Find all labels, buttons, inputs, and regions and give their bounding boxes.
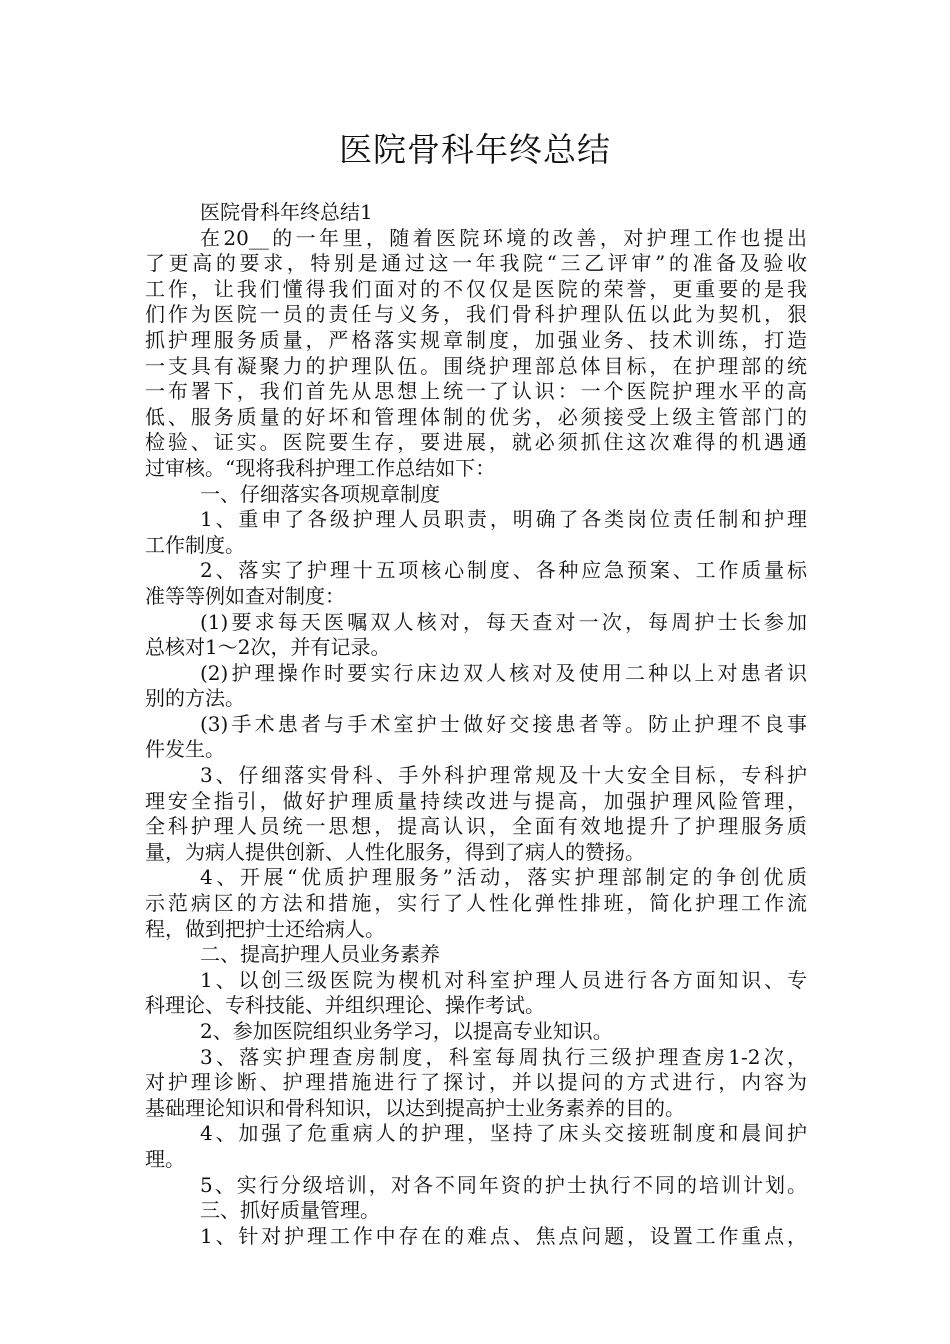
text-line: 科理论、专科技能、并组织理论、操作考试。 [145,993,545,1018]
text-line: 别的方法。 [145,686,245,711]
text-line: (3)手术患者与手术室护士做好交接患者等。防止护理不良事 [200,711,807,736]
text-line: 工作制度。 [145,532,245,557]
text-line: 量，为病人提供创新、人性化服务，得到了病人的赞扬。 [145,839,645,864]
text-line: 4、开展“优质护理服务”活动，落实护理部制定的争创优质 [200,865,807,890]
text-line: 二、提高护理人员业务素养 [200,942,440,967]
text-line: 过审核。“现将我科护理工作总结如下： [145,455,496,480]
text-line: 一、仔细落实各项规章制度 [200,481,440,506]
text-line: 2、落实了护理十五项核心制度、各种应急预案、工作质量标 [200,558,807,583]
text-line: 工作，让我们懂得我们面对的不仅仅是医院的荣誉，更重要的是我 [145,276,807,301]
text-line: 低、服务质量的好坏和管理体制的优劣，必须接受上级主管部门的 [145,404,807,429]
text-line: 1、针对护理工作中存在的难点、焦点问题，设置工作重点， [200,1223,807,1248]
text-line: 三、抓好质量管理。 [200,1198,380,1223]
text-line: (1)要求每天医嘱双人核对，每天查对一次，每周护士长参加 [200,609,807,634]
text-line: 1、以创三级医院为楔机对科室护理人员进行各方面知识、专 [200,967,807,992]
text-line: 检验、证实。医院要生存，要进展，就必须抓住这次难得的机遇通 [145,430,807,455]
text-line: 4、加强了危重病人的护理，坚持了床头交接班制度和晨间护 [200,1121,807,1146]
text-line: 抓护理服务质量，严格落实规章制度，加强业务、技术训练，打造 [145,327,807,352]
text-line: 1、重申了各级护理人员职责，明确了各类岗位责任制和护理 [200,507,807,532]
text-line: 们作为医院一员的责任与义务，我们骨科护理队伍以此为契机，狠 [145,302,807,327]
document-title: 医院骨科年终总结 [339,130,611,169]
text-line: 理安全指引，做好护理质量持续改进与提高，加强护理风险管理， [145,788,807,813]
text-line: 一布署下，我们首先从思想上统一了认识：一个医院护理水平的高 [145,379,807,404]
text-line: 5、实行分级培训，对各不同年资的护士执行不同的培训计划。 [200,1172,807,1197]
text-line: (2)护理操作时要实行床边双人核对及使用二种以上对患者识 [200,660,807,685]
document-body [145,200,807,1249]
text-line: 件发生。 [145,737,225,762]
text-line: 示范病区的方法和措施，实行了人性化弹性排班，简化护理工作流 [145,891,807,916]
text-line: 基础理论知识和骨科知识，以达到提高护士业务素养的目的。 [145,1095,685,1120]
text-line: 总核对1～2次，并有记录。 [145,635,391,660]
text-line: 对护理诊断、护理措施进行了探讨，并以提问的方式进行，内容为 [145,1070,807,1095]
text-line: 理。 [145,1146,185,1171]
text-line: 2、参加医院组织业务学习，以提高专业知识。 [200,1019,613,1043]
text-line: 全科护理人员统一思想，提高认识，全面有效地提升了护理服务质 [145,814,807,839]
text-line: 3、落实护理查房制度，科室每周执行三级护理查房1-2次， [200,1044,807,1069]
text-line: 在20__的一年里，随着医院环境的改善，对护理工作也提出 [200,225,807,250]
text-line: 一支具有凝聚力的护理队伍。围绕护理部总体目标，在护理部的统 [145,353,807,378]
text-line: 医院骨科年终总结1 [200,200,373,224]
text-line: 程，做到把护士还给病人。 [145,916,385,941]
text-line: 准等等例如查对制度： [145,583,345,608]
text-line: 3、仔细落实骨科、手外科护理常规及十大安全目标，专科护 [200,763,807,788]
text-line: 了更高的要求，特别是通过这一年我院“三乙评审”的准备及验收 [145,251,807,276]
